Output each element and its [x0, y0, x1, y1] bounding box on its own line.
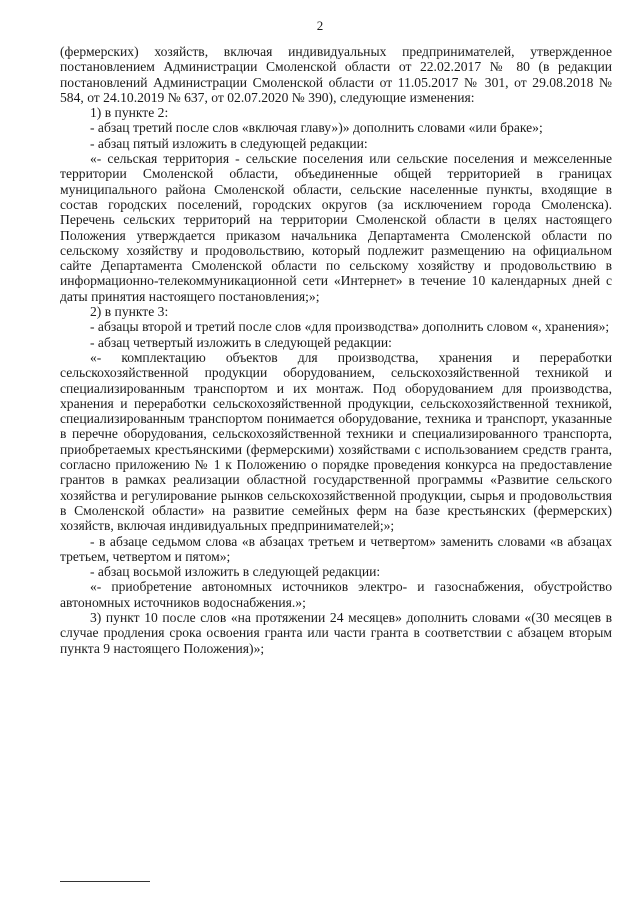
paragraph: - абзацы второй и третий после слов «для производства» дополнить словом «, хранения»;	[90, 319, 610, 335]
document-body	[60, 44, 612, 656]
paragraph: - абзац четвертый изложить в следующей редакции:	[90, 334, 392, 350]
paragraph: 1) в пункте 2:	[90, 105, 169, 121]
footer-divider	[60, 881, 150, 882]
paragraph: 3) пункт 10 после слов «на протяжении 24 месяцев» дополнить словами «(30 месяцев в случае продления срока освоения гранта или части гранта в соответствии с абзацем вторым пункта 9 настоящего Положения)»;	[60, 609, 612, 656]
paragraph: (фермерских) хозяйств, включая индивидуальных предпринимателей, утвержденное постановлением Администрации Смоленской области от 22.02.2017 № 80 (в редакции постановлений Администрации Смоленской области от 11.05.2017 № 301, от 29.08.2018 № 584, от 24.10.2019 № 637, от 02.07.2020 № 390), следующие изменения:	[60, 44, 612, 105]
paragraph: - в абзаце седьмом слова «в абзацах третьем и четвертом» заменить словами «в абзацах третьем, четвертом и пятом»;	[60, 533, 612, 564]
paragraph: «- приобретение автономных источников электро- и газоснабжения, обустройство автономных источников водоснабжения.»;	[60, 579, 612, 610]
paragraph: - абзац восьмой изложить в следующей редакции:	[90, 564, 381, 580]
paragraph: - абзац третий после слов «включая главу»)» дополнить словами «или браке»;	[90, 120, 543, 136]
paragraph: «- сельская территория - сельские поселения или сельские поселения и межселенные территории Смоленской области, объединенные общей территорией в границах муниципального района Смоленской области, сельские населенные пункты, входящие в состав городских поселений, городских округов (за исключением города Смоленска). Перечень сельских территорий на территории Смоленской области в целях настоящего Положения утверждается приказом начальника Департамента Смоленской области по сельскому хозяйству и продовольствию, который подлежит размещению на официальном сайте Департамента Смоленской области по сельскому хозяйству и продовольствию в информационно-телекоммуникационной сети «Интернет» в течение 10 календарных дней с даты принятия настоящего постановления;»;	[60, 151, 612, 304]
paragraph: 2) в пункте 3:	[90, 304, 169, 320]
page-number: 2	[316, 18, 324, 33]
paragraph: - абзац пятый изложить в следующей редакции:	[90, 135, 368, 151]
paragraph: «- комплектацию объектов для производства, хранения и переработки сельскохозяйственной продукции оборудованием, сельскохозяйственной техникой и специализированным транспортом и их монтаж. Под оборудованием для производства, хранения и переработки сельскохозяйственной продукции, сельскохозяйственной техникой, специализированным транспортом понимается оборудование, техника и транспорт, указанные в перечне оборудования, сельскохозяйственной техники и специализированного транспорта, приобретаемых крестьянскими (фермерскими) хозяйствами с использованием средств гранта, согласно приложению № 1 к Положению о порядке проведения конкурса на предоставление грантов в рамках реализации областной государственной программы «Развитие сельского хозяйства и регулирование рынков сельскохозяйственной продукции, сырья и продовольствия в Смоленской области» на развитие семейных ферм на базе крестьянских (фермерских) хозяйств, включая индивидуальных предпринимателей;»;	[60, 349, 612, 534]
